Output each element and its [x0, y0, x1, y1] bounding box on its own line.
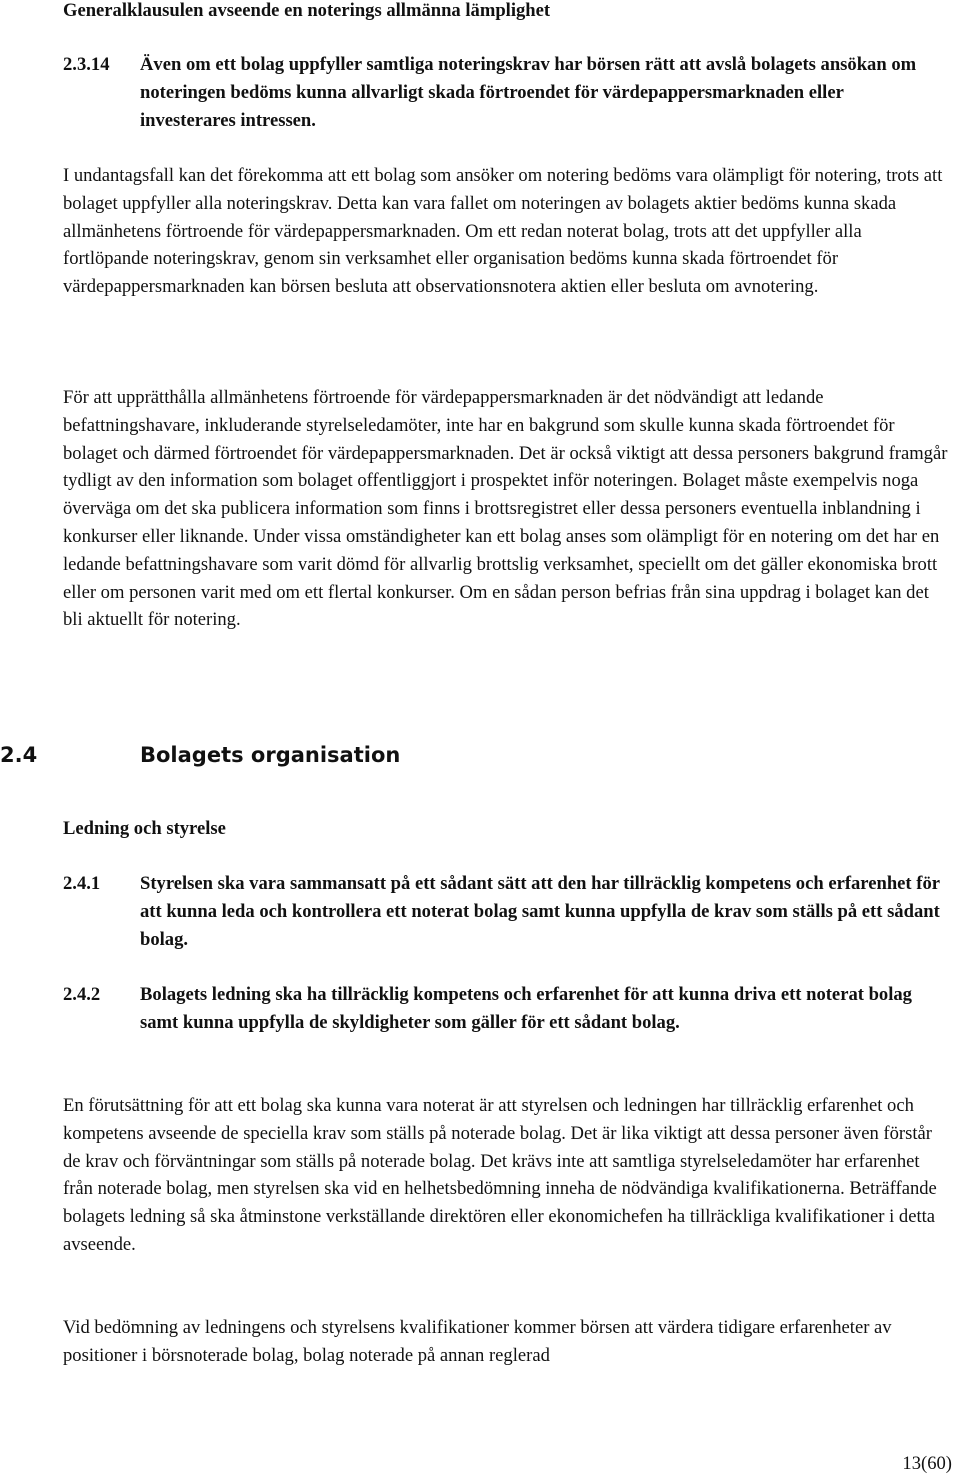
section-number-2-4: 2.4: [0, 743, 38, 767]
section-title-2-4: Bolagets organisation: [140, 743, 401, 767]
clause-text-2-4-1: Styrelsen ska vara sammansatt på ett sådant sätt att den har tillräcklig kompetens och erfarenhet för att kunna leda och kontrollera ett noterat bolag samt kunna uppfylla de krav som ställs på ett sådant bolag.: [140, 873, 940, 950]
clause-number-2-3-14: 2.3.14: [63, 54, 110, 75]
clause-number-2-4-2: 2.4.2: [63, 984, 101, 1005]
section-heading-general-clause: Generalklausulen avseende en noterings allmänna lämplighet: [63, 0, 551, 21]
page-number: 13(60): [902, 1453, 952, 1474]
clause-number-2-4-1: 2.4.1: [63, 873, 101, 894]
paragraph-board-competence: En förutsättning för att ett bolag ska kunna vara noterat är att styrelsen och ledningen har tillräcklig erfarenhet och kompetens avseende de speciella krav som ställs på noterade bolag. Det är lika viktigt att dessa personer även förstår de krav och förväntningar som ställs på noterade bolag. Det krävs inte att samtliga styrelseledamöter har erfarenhet från noterade bolag, men styrelsen ska vid en helhetsbedömning inneha de nödvändiga kvalifikationerna. Beträffande bolagets ledning så ska åtminstone verkställande direktören eller ekonomichefen ha tillräckliga kvalifikationer i detta avseende.: [63, 1095, 937, 1255]
paragraph-assessment: Vid bedömning av ledningens och styrelsens kvalifikationer kommer börsen att värdera tidigare erfarenheter av positioner i börsnoterade bolag, bolag noterade på annan reglerad: [63, 1317, 892, 1366]
paragraph-public-confidence: För att upprätthålla allmänhetens förtroende för värdepappersmarknaden är det nödvändigt att ledande befattningshavare, inkluderande styrelseledamöter, inte har en bakgrund som skulle kunna skada förtroendet för bolaget och därmed förtroendet för värdepappersmarknaden. Det är också viktigt att dessa personers bakgrund framgår tydligt av den information som bolaget offentliggjort i prospektet inför noteringen. Bolaget måste exempelvis noga överväga om det ska publicera information som finns i brottsregistret eller dessa personers eventuella inblandning i konkurser eller liknande. Under vissa omständigheter kan ett bolag anses som olämpligt för en notering om det har en ledande befattningshavare som varit dömd för allvarlig brottslig verksamhet, speciellt om det gäller ekonomiska brott eller om personen varit med om ett flertal konkurser. Om en sådan person befrias från sina uppdrag i bolaget kan det bli aktuellt för notering.: [63, 387, 948, 631]
clause-text-2-3-14: Även om ett bolag uppfyller samtliga noteringskrav har börsen rätt att avslå bolagets ansökan om noteringen bedöms kunna allvarligt skada förtroendet för värdepappersmarknaden eller investerares intressen.: [140, 54, 917, 131]
subheading-management-board: Ledning och styrelse: [63, 818, 226, 839]
paragraph-exceptional-cases: I undantagsfall kan det förekomma att ett bolag som ansöker om notering bedöms vara olämpligt för notering, trots att bolaget uppfyller alla noteringskrav. Detta kan vara fallet om noteringen av bolagets aktier bedöms kunna skada allmänhetens förtroende för värdepappersmarknaden. Om ett redan noterat bolag, trots att det uppfyller alla fortlöpande noteringskrav, genom sin verksamhet eller organisation bedöms kunna skada förtroendet för värdepappersmarknaden kan börsen besluta att observationsnotera aktien eller besluta om avnotering.: [63, 165, 943, 298]
clause-text-2-4-2: Bolagets ledning ska ha tillräcklig kompetens och erfarenhet för att kunna driva ett noterat bolag samt kunna uppfylla de skyldigheter som gäller för ett sådant bolag.: [140, 984, 912, 1033]
